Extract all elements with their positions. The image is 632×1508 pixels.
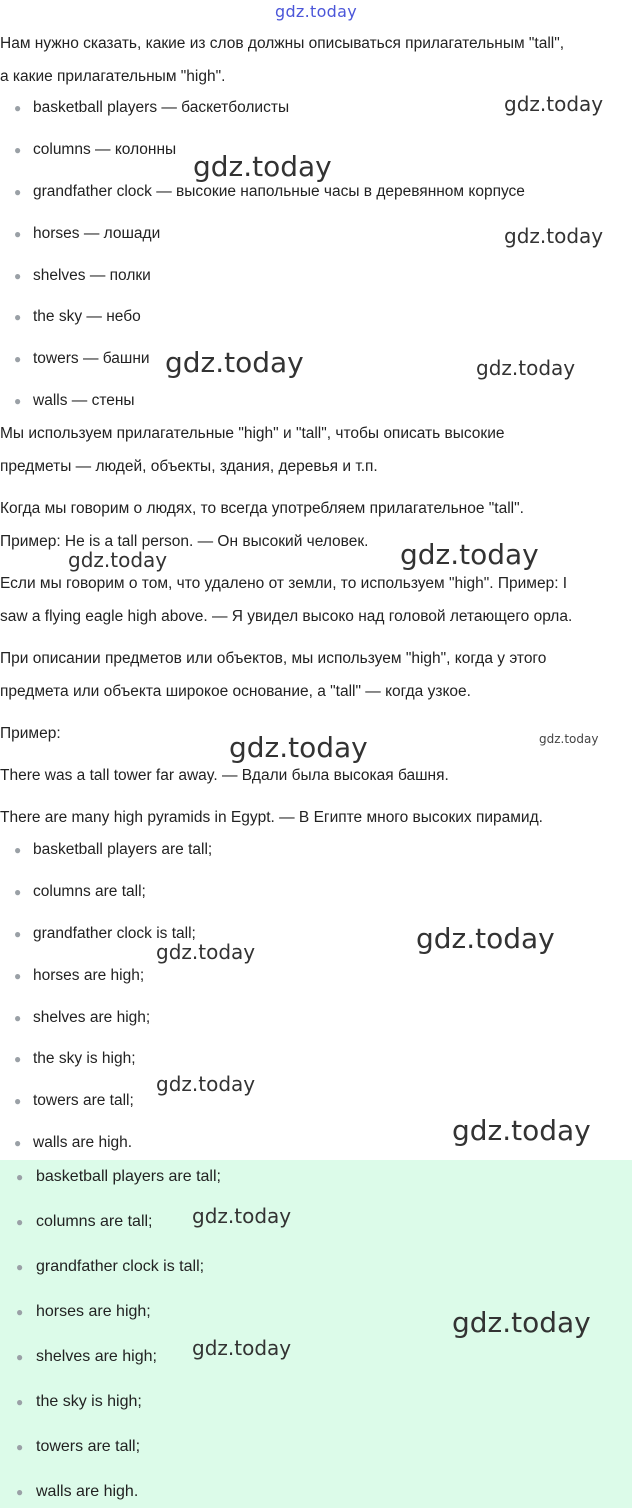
- page: gdz.today Нам нужно сказать, какие из слов должны описываться прилагательным "tall", а какие прилагательным "high". ● basketball players — баскетболисты ● columns — колонны ● grandfather clock — высокие напольные часы в деревянном корпусе ● horses — лошади ● shelves — полки ● the sky — небо ● towers — башни ● walls — стены Мы используем прилагательные "high" и "tall", чтобы описать высокие предметы — людей, объекты, здания, деревья и т.п. Когда мы говорим о людях, то всегда употребляем прилагательное "tall". Пример: He is a tall person. — Он высокий человек. Если мы говорим о том, что удалено от земли, то используем "high". Пример: I saw a flying eagle high above. — Я увидел высоко над головой летающего орла. При описании предметов или объектов, мы используем "high", когда у этого предмета или объекта широкое основание, а "tall" — когда узкое. Пример: There was a tall tower far away. — Вдали была высокая башня. There are many high pyramids in Egypt. — В Египте много высоких пирамид. ● basketball players are tall; ● columns are tall; ● grandfather clock is tall; ● horses are high; ● shelves are high; ● the sky is high; ● towers are tall; ● walls are high. ● basketball players are tall; ● columns are tall; ● grandfather clock is tall; ● horses are high; ● shelves are high; ● the sky is high; ● towers are tall; ● walls are high. gdz.today gdz.today gdz.today gdz.today gdz.today gdz.today gdz.today gdz.today gdz.today gdz.today gdz.today gdz.today gdz.today gdz.today gdz.today gdz.today: [0, 0, 632, 1508]
- watermark: gdz.today: [193, 150, 332, 183]
- example-label: Пример:: [0, 725, 61, 742]
- watermark: gdz.today: [229, 731, 368, 764]
- example-1: There was a tall tower far away. — Вдали была высокая башня.: [0, 767, 449, 784]
- site-logo[interactable]: gdz.today: [275, 2, 357, 21]
- bullet-dot-icon: ●: [14, 1094, 22, 1108]
- bullet-dot-icon: ●: [14, 101, 22, 115]
- answer-box: ● basketball players are tall; ● columns are tall; ● grandfather clock is tall; ● horses are high; ● shelves are high; ● the sky is high; ● towers are tall; ● walls are high.: [0, 1160, 632, 1508]
- watermark: gdz.today: [416, 922, 555, 955]
- bullet-dot-icon: ●: [16, 1215, 24, 1229]
- bullet-dot-icon: ●: [14, 843, 22, 857]
- explanation-p1-line-1: Мы используем прилагательные "high" и "tall", чтобы описать высокие: [0, 425, 505, 442]
- bullet-dot-icon: ●: [14, 185, 22, 199]
- explanation-p1-line-2: предметы — людей, объекты, здания, деревья и т.п.: [0, 458, 378, 475]
- explanation-p3-line-2: saw a flying eagle high above. — Я увидел высоко над головой летающего орла.: [0, 608, 573, 625]
- bullet-dot-icon: ●: [14, 927, 22, 941]
- watermark: gdz.today: [68, 548, 168, 572]
- watermark: gdz.today: [192, 1204, 292, 1228]
- bullet-dot-icon: ●: [16, 1440, 24, 1454]
- watermark: gdz.today: [156, 940, 256, 964]
- example-2: There are many high pyramids in Egypt. — В Египте много высоких пирамид.: [0, 809, 543, 826]
- bullet-dot-icon: ●: [16, 1485, 24, 1499]
- watermark: gdz.today: [192, 1336, 292, 1360]
- bullet-dot-icon: ●: [14, 394, 22, 408]
- intro-line-1: Нам нужно сказать, какие из слов должны описываться прилагательным "tall",: [0, 35, 565, 52]
- watermark: gdz.today: [476, 356, 576, 380]
- bullet-dot-icon: ●: [14, 969, 22, 983]
- bullet-dot-icon: ●: [16, 1260, 24, 1274]
- explanation-p4-line-1: При описании предметов или объектов, мы используем "high", когда у этого: [0, 650, 547, 667]
- bullet-dot-icon: ●: [14, 885, 22, 899]
- explanation-p4-line-2: предмета или объекта широкое основание, а "tall" — когда узкое.: [0, 683, 471, 700]
- bullet-dot-icon: ●: [14, 1052, 22, 1066]
- watermark: gdz.today: [452, 1306, 591, 1339]
- bullet-dot-icon: ●: [14, 269, 22, 283]
- bullet-dot-icon: ●: [14, 227, 22, 241]
- watermark: gdz.today: [539, 732, 599, 746]
- explanation-p2-line-2: Пример: He is a tall person. — Он высокий человек.: [0, 533, 369, 550]
- bullet-dot-icon: ●: [14, 310, 22, 324]
- watermark: gdz.today: [400, 538, 539, 571]
- watermark: gdz.today: [165, 346, 304, 379]
- bullet-dot-icon: ●: [14, 143, 22, 157]
- explanation-p2-line-1: Когда мы говорим о людях, то всегда употребляем прилагательное "tall".: [0, 500, 524, 517]
- bullet-dot-icon: ●: [16, 1170, 24, 1184]
- bullet-dot-icon: ●: [16, 1395, 24, 1409]
- intro-line-2: а какие прилагательным "high".: [0, 68, 226, 85]
- watermark: gdz.today: [156, 1072, 256, 1096]
- bullet-dot-icon: ●: [16, 1305, 24, 1319]
- watermark: gdz.today: [452, 1114, 591, 1147]
- bullet-dot-icon: ●: [14, 1136, 22, 1150]
- bullet-dot-icon: ●: [14, 352, 22, 366]
- watermark: gdz.today: [504, 224, 604, 248]
- bullet-dot-icon: ●: [14, 1011, 22, 1025]
- bullet-dot-icon: ●: [16, 1350, 24, 1364]
- watermark: gdz.today: [504, 92, 604, 116]
- explanation-p3-line-1: Если мы говорим о том, что удалено от земли, то используем "high". Пример: I: [0, 575, 568, 592]
